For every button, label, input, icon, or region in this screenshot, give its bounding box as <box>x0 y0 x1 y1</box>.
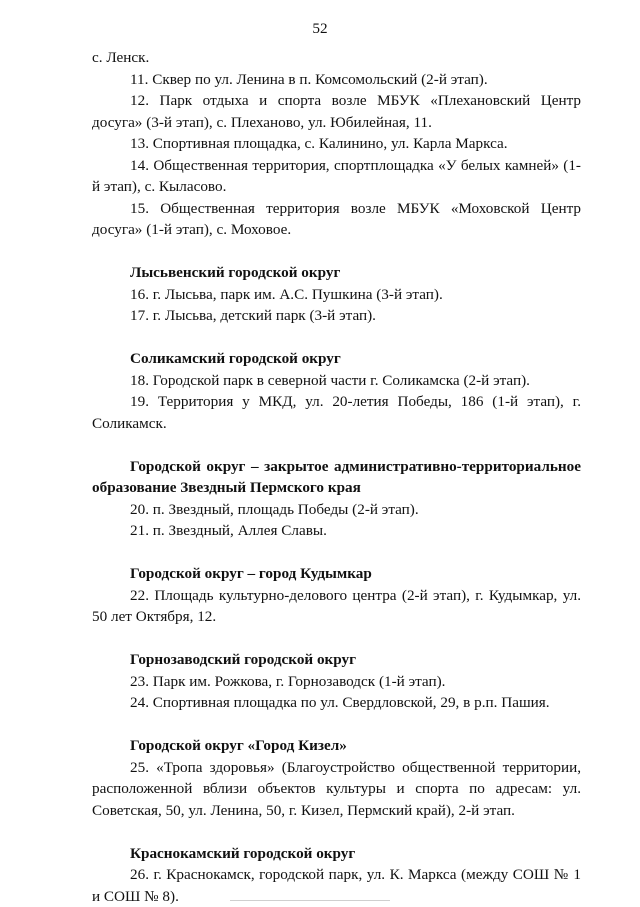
list-item: 21. п. Звездный, Аллея Славы. <box>130 522 327 539</box>
section-heading: Городской округ – закрытое административно-территориальное образование Звездный Пермского края <box>92 457 581 496</box>
section-heading: Городской округ – город Кудымкар <box>130 565 372 582</box>
list-item: 23. Парк им. Рожкова, г. Горнозаводск (1-й этап). <box>130 672 446 690</box>
section-heading: Краснокамский городской округ <box>130 844 356 862</box>
list-item: 12. Парк отдыха и спорта возле МБУК «Плехановский Центр досуга» (3-й этап), с. Плеханово, ул. Юбилейная, 11. <box>92 92 581 131</box>
list-item: 20. п. Звездный, площадь Победы (2-й этап). <box>130 500 419 518</box>
continued-text: с. Ленск. <box>92 49 150 66</box>
list-item: 19. Территория у МКД, ул. 20-летия Победы, 186 (1-й этап), г. Соликамск. <box>92 393 581 432</box>
scan-artifact-line <box>230 900 390 901</box>
list-item: 13. Спортивная площадка, с. Калинино, ул. Карла Маркса. <box>130 135 508 152</box>
list-item: 14. Общественная территория, спортплощадка «У белых камней» (1-й этап), с. Кыласово. <box>92 156 581 195</box>
list-item: 11. Сквер по ул. Ленина в п. Комсомольский (2-й этап). <box>130 70 488 88</box>
section-heading: Горнозаводский городской округ <box>130 651 357 668</box>
list-item: 22. Площадь культурно-делового центра (2-й этап), г. Кудымкар, ул. 50 лет Октября, 12. <box>92 586 581 625</box>
list-item: 18. Городской парк в северной части г. Соликамска (2-й этап). <box>130 371 530 389</box>
list-item: 24. Спортивная площадка по ул. Свердловской, 29, в р.п. Пашия. <box>130 694 550 711</box>
document-body <box>92 47 581 907</box>
section-heading: Городской округ «Город Кизел» <box>130 737 347 754</box>
list-item: 15. Общественная территория возле МБУК «Моховской Центр досуга» (1-й этап), с. Моховое. <box>92 199 581 238</box>
section-heading: Соликамский городской округ <box>130 350 341 367</box>
list-item: 17. г. Лысьва, детский парк (3-й этап). <box>130 307 376 324</box>
list-item: 25. «Тропа здоровья» (Благоустройство общественной территории, расположенной вблизи объектов культуры и спорта по адресам: ул. Советская, 50, ул. Ленина, 50, г. Кизел, Пермский край), 2-й этап. <box>92 758 581 819</box>
list-item: 26. г. Краснокамск, городской парк, ул. К. Маркса (между СОШ № 1 и СОШ № 8). <box>92 866 581 905</box>
list-item: 16. г. Лысьва, парк им. А.С. Пушкина (3-й этап). <box>130 285 443 303</box>
page-number: 52 <box>312 20 328 37</box>
section-heading: Лысьвенский городской округ <box>130 264 341 281</box>
